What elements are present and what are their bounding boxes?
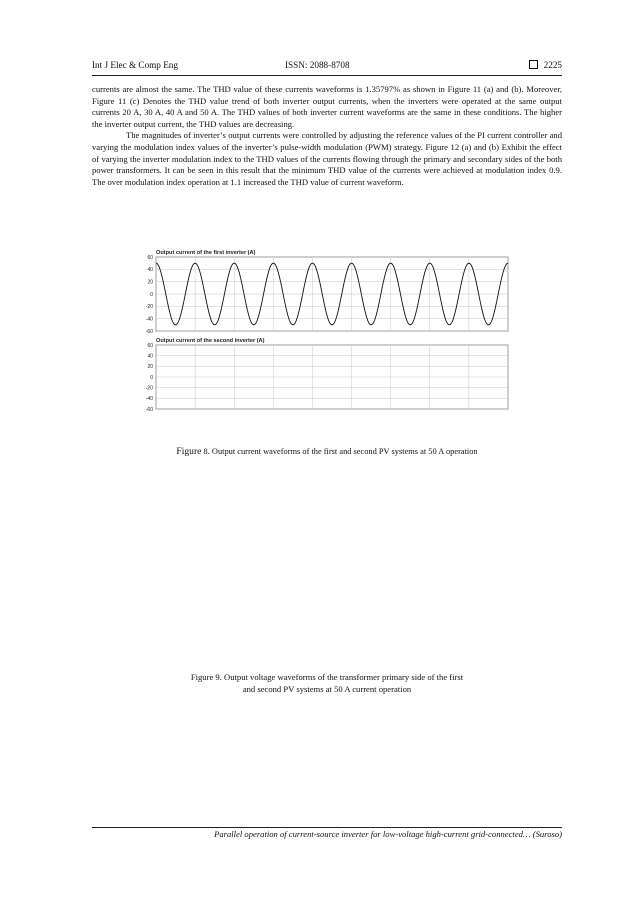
y-tick-label: -40: [145, 396, 153, 403]
figure-9-chart: [126, 478, 526, 662]
y-tick-label: -60: [145, 328, 153, 335]
page-number-group: [529, 60, 562, 70]
figure-8-caption-text: 8. Output current waveforms of the first and second PV systems at 50 A operation: [201, 447, 478, 456]
figure-8-chart: [126, 244, 526, 430]
y-tick-label: 20: [147, 279, 153, 286]
y-tick-label: -60: [145, 406, 153, 413]
y-tick-label: 20: [147, 364, 153, 371]
checkbox-square-icon: [529, 60, 538, 69]
y-tick-label: 60: [147, 254, 153, 261]
header-rule: [92, 75, 562, 76]
paragraph: currents are almost the same. The THD value of these currents waveforms is 1.35797% as shown in Figure 11 (a) and (b). Moreover, Figure 11 (c) Denotes the THD value trend of both inverter output currents, when the inverters were operated at the same output currents 20 A, 30 A, 40 A and 50 A. The THD values of both inverter current waveforms are the same in these conditions. The higher the inverter output current, the THD values are decreasing.: [92, 84, 562, 129]
y-tick-label: -40: [145, 316, 153, 323]
y-tick-label: 0: [150, 374, 153, 381]
y-tick-label: 40: [147, 267, 153, 274]
y-tick-label: 40: [147, 353, 153, 360]
figure-8-caption: [92, 445, 562, 458]
y-tick-label: 60: [147, 342, 153, 349]
footer-rule: [92, 827, 562, 828]
y-tick-label: -20: [145, 385, 153, 392]
figure-9-caption-line1: Figure 9. Output voltage waveforms of the transformer primary side of the first: [190, 672, 464, 682]
y-tick-label: -20: [145, 304, 153, 311]
page-header: [92, 60, 562, 76]
figure-9-caption: [92, 671, 562, 695]
issn: ISSN: 2088-8708: [285, 60, 350, 70]
figure-9: [126, 478, 526, 662]
figure-9-caption-line2: and second PV systems at 50 A current operation: [242, 684, 412, 694]
figure-8: [126, 244, 526, 430]
body-text: [92, 84, 562, 188]
running-title: Parallel operation of current-source inverter for low-voltage high-current grid-connected… (Suroso): [214, 829, 562, 839]
journal-name: Int J Elec & Comp Eng: [92, 60, 178, 70]
chart-title: Output current of the first inverter (A): [156, 250, 256, 256]
figure-8-caption-label: Figure: [176, 446, 202, 457]
chart-title: Output current of the second inverter (A): [156, 338, 265, 344]
paragraph: The magnitudes of inverter’s output currents were controlled by adjusting the reference values of the PI current controller and varying the modulation index values of the inverter’s pulse-width modulation (PWM) strategy. Figure 12 (a) and (b) Exhibit the effect of varying the inverter modulation index to the THD values of the currents flowing through the primary and secondary sides of the both power transformers. It can be seen in this result that the minimum THD value of the currents were achieved at modulation index 0.9. The over modulation index operation at 1.1 increased the THD value of current waveform.: [92, 130, 562, 187]
y-tick-label: 0: [150, 291, 153, 298]
page-number: 2225: [543, 60, 562, 70]
